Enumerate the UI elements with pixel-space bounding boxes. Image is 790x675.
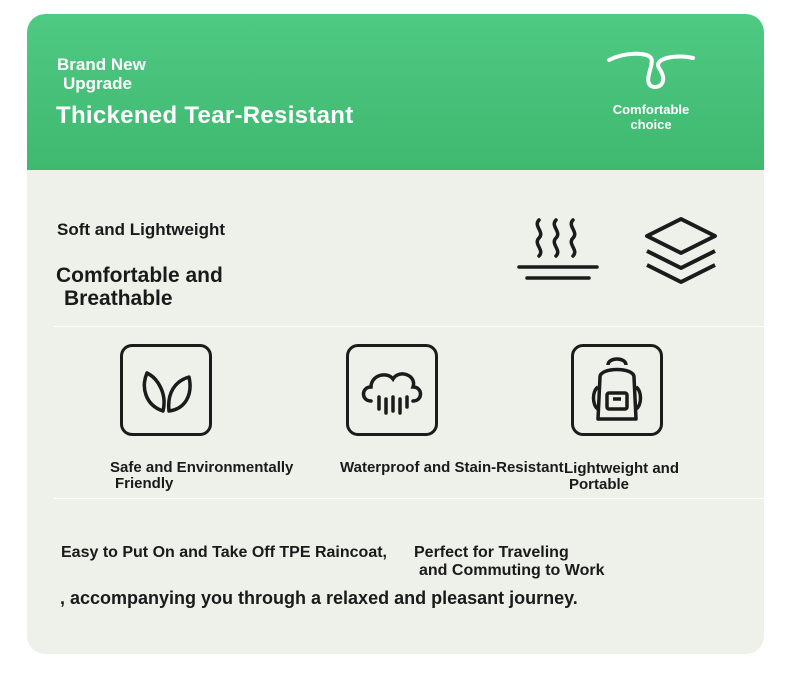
soft-lightweight-text: Soft and Lightweight: [57, 220, 226, 239]
badge-line2: choice: [630, 117, 672, 132]
feature-label-portable-line1: Lightweight and: [564, 460, 679, 477]
divider: [54, 326, 764, 327]
rain-cloud-icon: [349, 347, 435, 433]
layers-icon: [643, 214, 719, 286]
heat-icon: [515, 214, 601, 284]
feature-label-portable: [564, 461, 679, 493]
badge-line1: Comfortable: [612, 102, 690, 117]
bottom-line2b: and Commuting to Work: [419, 562, 605, 579]
leaf-icon-box: [120, 344, 212, 436]
feature-label-waterproof-line1: Waterproof and Stain-Resistant: [340, 459, 564, 476]
product-card: [27, 14, 764, 654]
feature-label-waterproof: [340, 460, 564, 476]
feature-label-eco: [110, 460, 293, 492]
banner-line2: Upgrade: [63, 74, 132, 93]
divider: [54, 498, 764, 499]
breathable-text: Breathable: [64, 287, 173, 310]
leaf-icon: [123, 347, 209, 433]
feature-label-eco-line2: Friendly: [115, 475, 174, 492]
smile-logo-icon: [603, 50, 699, 94]
header-banner: [27, 14, 764, 170]
comfortable-choice-badge: [592, 102, 710, 132]
banner-headline: Thickened Tear-Resistant: [56, 102, 354, 129]
backpack-icon-box: [571, 344, 663, 436]
backpack-icon: [574, 347, 660, 433]
bottom-line3: , accompanying you through a relaxed and pleasant journey.: [60, 588, 578, 608]
feature-label-eco-line1: Safe and Environmentally: [110, 459, 294, 476]
bottom-line1: Easy to Put On and Take Off TPE Raincoat,: [61, 544, 387, 561]
rain-icon-box: [346, 344, 438, 436]
feature-label-portable-line2: Portable: [569, 476, 630, 493]
banner-line1: Brand New: [57, 55, 146, 74]
bottom-line2a: Perfect for Traveling: [414, 544, 569, 561]
comfortable-text: Comfortable and: [56, 264, 223, 287]
